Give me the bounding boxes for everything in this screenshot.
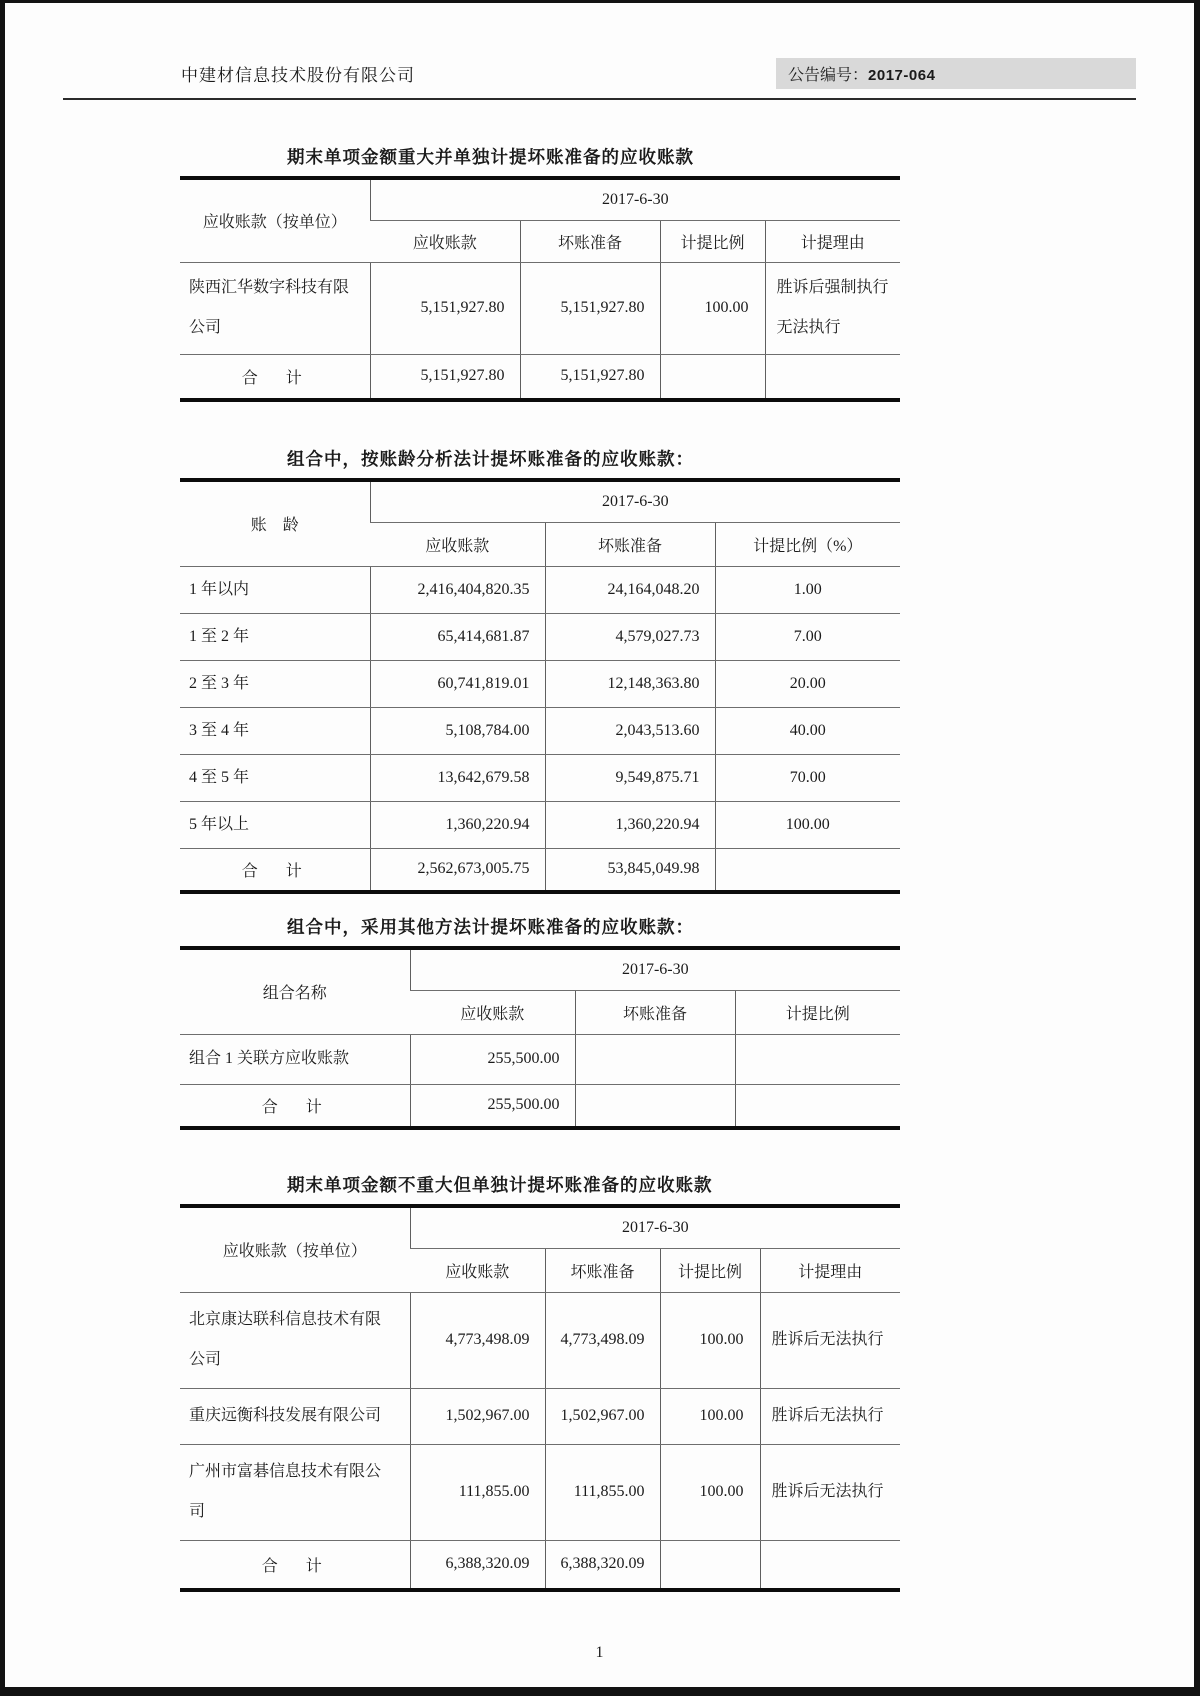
cell-provision (575, 1034, 735, 1084)
table4-title: 期末单项金额不重大但单独计提坏账准备的应收账款 (287, 1175, 713, 1195)
cell-provision: 4,773,498.09 (545, 1292, 660, 1388)
total-label: 合 计 (261, 1557, 328, 1575)
column-header: 应收账款 (410, 1248, 545, 1292)
column-header: 应收账款 (370, 220, 520, 262)
cell-debtor-name: 陕西汇华数字科技有限公司 (180, 262, 370, 354)
cell-receivable: 60,741,819.01 (370, 660, 545, 707)
cell-empty (660, 1540, 760, 1590)
cell-ratio (735, 1034, 900, 1084)
cell-ratio: 100.00 (660, 1444, 760, 1540)
table-row (180, 801, 900, 848)
table-total-row (180, 1540, 900, 1590)
cell-age-band: 5 年以上 (180, 801, 370, 848)
column-header: 计提比例 (660, 1248, 760, 1292)
cell-empty (715, 848, 900, 892)
table-row (180, 262, 900, 354)
total-label: 合 计 (241, 862, 308, 880)
period-header: 2017-6-30 (410, 948, 900, 990)
cell-provision: 12,148,363.80 (545, 660, 715, 707)
document-header (63, 58, 1136, 100)
cell-total-provision: 53,845,049.98 (545, 848, 715, 892)
table3-title: 组合中，采用其他方法计提坏账准备的应收账款： (287, 917, 694, 937)
cell-receivable: 65,414,681.87 (370, 613, 545, 660)
cell-ratio: 1.00 (715, 566, 900, 613)
cell-age-band: 3 至 4 年 (180, 707, 370, 754)
cell-empty (575, 1084, 735, 1128)
cell-empty (735, 1084, 900, 1128)
cell-total-receivable: 5,151,927.80 (370, 354, 520, 400)
cell-ratio: 70.00 (715, 754, 900, 801)
table-header-row (180, 1206, 900, 1248)
cell-provision: 9,549,875.71 (545, 754, 715, 801)
notice-label: 公告编号： (788, 67, 869, 84)
cell-empty (760, 1540, 900, 1590)
table-row (180, 660, 900, 707)
cell-debtor-name: 重庆远衡科技发展有限公司 (180, 1388, 410, 1444)
cell-total-receivable: 255,500.00 (410, 1084, 575, 1128)
cell-receivable: 111,855.00 (410, 1444, 545, 1540)
total-label: 合 计 (261, 1098, 328, 1116)
cell-reason: 胜诉后无法执行 (760, 1444, 900, 1540)
cell-age-band: 2 至 3 年 (180, 660, 370, 707)
column-header: 计提比例 (660, 220, 765, 262)
cell-receivable: 2,416,404,820.35 (370, 566, 545, 613)
column-header: 坏账准备 (545, 522, 715, 566)
cell-receivable: 4,773,498.09 (410, 1292, 545, 1388)
cell-ratio: 100.00 (660, 1292, 760, 1388)
cell-portfolio-name: 组合 1 关联方应收账款 (180, 1034, 410, 1084)
cell-total-provision: 6,388,320.09 (545, 1540, 660, 1590)
column-header: 坏账准备 (545, 1248, 660, 1292)
cell-ratio: 100.00 (715, 801, 900, 848)
table-row (180, 613, 900, 660)
cell-empty (660, 354, 765, 400)
table-total-row (180, 848, 900, 892)
cell-provision: 1,502,967.00 (545, 1388, 660, 1444)
column-header: 应收账款 (410, 990, 575, 1034)
table-total-row (180, 1084, 900, 1128)
table-row (180, 707, 900, 754)
table-header-row (180, 480, 900, 522)
table-total-row (180, 354, 900, 400)
cell-total-provision: 5,151,927.80 (520, 354, 660, 400)
cell-provision: 1,360,220.94 (545, 801, 715, 848)
column-header: 计提理由 (760, 1248, 900, 1292)
total-label: 合 计 (241, 369, 308, 387)
cell-provision: 5,151,927.80 (520, 262, 660, 354)
cell-ratio: 100.00 (660, 1388, 760, 1444)
table1-title: 期末单项金额重大并单独计提坏账准备的应收账款 (287, 147, 694, 167)
cell-reason: 胜诉后强制执行无法执行 (765, 262, 900, 354)
cell-age-band: 1 至 2 年 (180, 613, 370, 660)
table-insignificant-receivables (180, 1204, 900, 1592)
table-other-method (180, 946, 900, 1130)
cell-reason: 胜诉后无法执行 (760, 1388, 900, 1444)
cell-ratio: 7.00 (715, 613, 900, 660)
table-row (180, 1292, 900, 1388)
table-row (180, 566, 900, 613)
notice-number-box (776, 58, 1136, 89)
period-header: 2017-6-30 (370, 178, 900, 220)
notice-number: 2017-064 (868, 67, 936, 84)
table-significant-receivables (180, 176, 900, 402)
cell-provision: 24,164,048.20 (545, 566, 715, 613)
cell-ratio: 100.00 (660, 262, 765, 354)
cell-total-receivable: 2,562,673,005.75 (370, 848, 545, 892)
cell-provision: 111,855.00 (545, 1444, 660, 1540)
column-header: 坏账准备 (520, 220, 660, 262)
table-row (180, 754, 900, 801)
table-aging-analysis (180, 478, 900, 894)
cell-ratio: 40.00 (715, 707, 900, 754)
column-header: 应收账款 (370, 522, 545, 566)
cell-debtor-name: 北京康达联科信息技术有限公司 (180, 1292, 410, 1388)
cell-reason: 胜诉后无法执行 (760, 1292, 900, 1388)
cell-receivable: 1,502,967.00 (410, 1388, 545, 1444)
company-name: 中建材信息技术股份有限公司 (181, 66, 415, 85)
column-header: 计提比例 (735, 990, 900, 1034)
table-row (180, 1444, 900, 1540)
period-header: 2017-6-30 (370, 480, 900, 522)
cell-ratio: 20.00 (715, 660, 900, 707)
table-row (180, 1388, 900, 1444)
column-header: 计提理由 (765, 220, 900, 262)
column-header: 坏账准备 (575, 990, 735, 1034)
stub-header: 应收账款（按单位） (180, 178, 370, 262)
cell-receivable: 5,151,927.80 (370, 262, 520, 354)
column-header: 计提比例（%） (715, 522, 900, 566)
cell-receivable: 255,500.00 (410, 1034, 575, 1084)
table-row (180, 1034, 900, 1084)
cell-receivable: 5,108,784.00 (370, 707, 545, 754)
period-header: 2017-6-30 (410, 1206, 900, 1248)
cell-age-band: 1 年以内 (180, 566, 370, 613)
cell-total-receivable: 6,388,320.09 (410, 1540, 545, 1590)
cell-empty (765, 354, 900, 400)
cell-provision: 2,043,513.60 (545, 707, 715, 754)
cell-provision: 4,579,027.73 (545, 613, 715, 660)
cell-receivable: 13,642,679.58 (370, 754, 545, 801)
table-header-row (180, 178, 900, 220)
table2-title: 组合中，按账龄分析法计提坏账准备的应收账款： (287, 449, 694, 469)
stub-header: 账 龄 (180, 480, 370, 566)
stub-header: 应收账款（按单位） (180, 1206, 410, 1292)
table-header-row (180, 948, 900, 990)
cell-age-band: 4 至 5 年 (180, 754, 370, 801)
cell-receivable: 1,360,220.94 (370, 801, 545, 848)
stub-header: 组合名称 (180, 948, 410, 1034)
page-number: 1 (595, 1644, 604, 1661)
cell-debtor-name: 广州市富碁信息技术有限公司 (180, 1444, 410, 1540)
